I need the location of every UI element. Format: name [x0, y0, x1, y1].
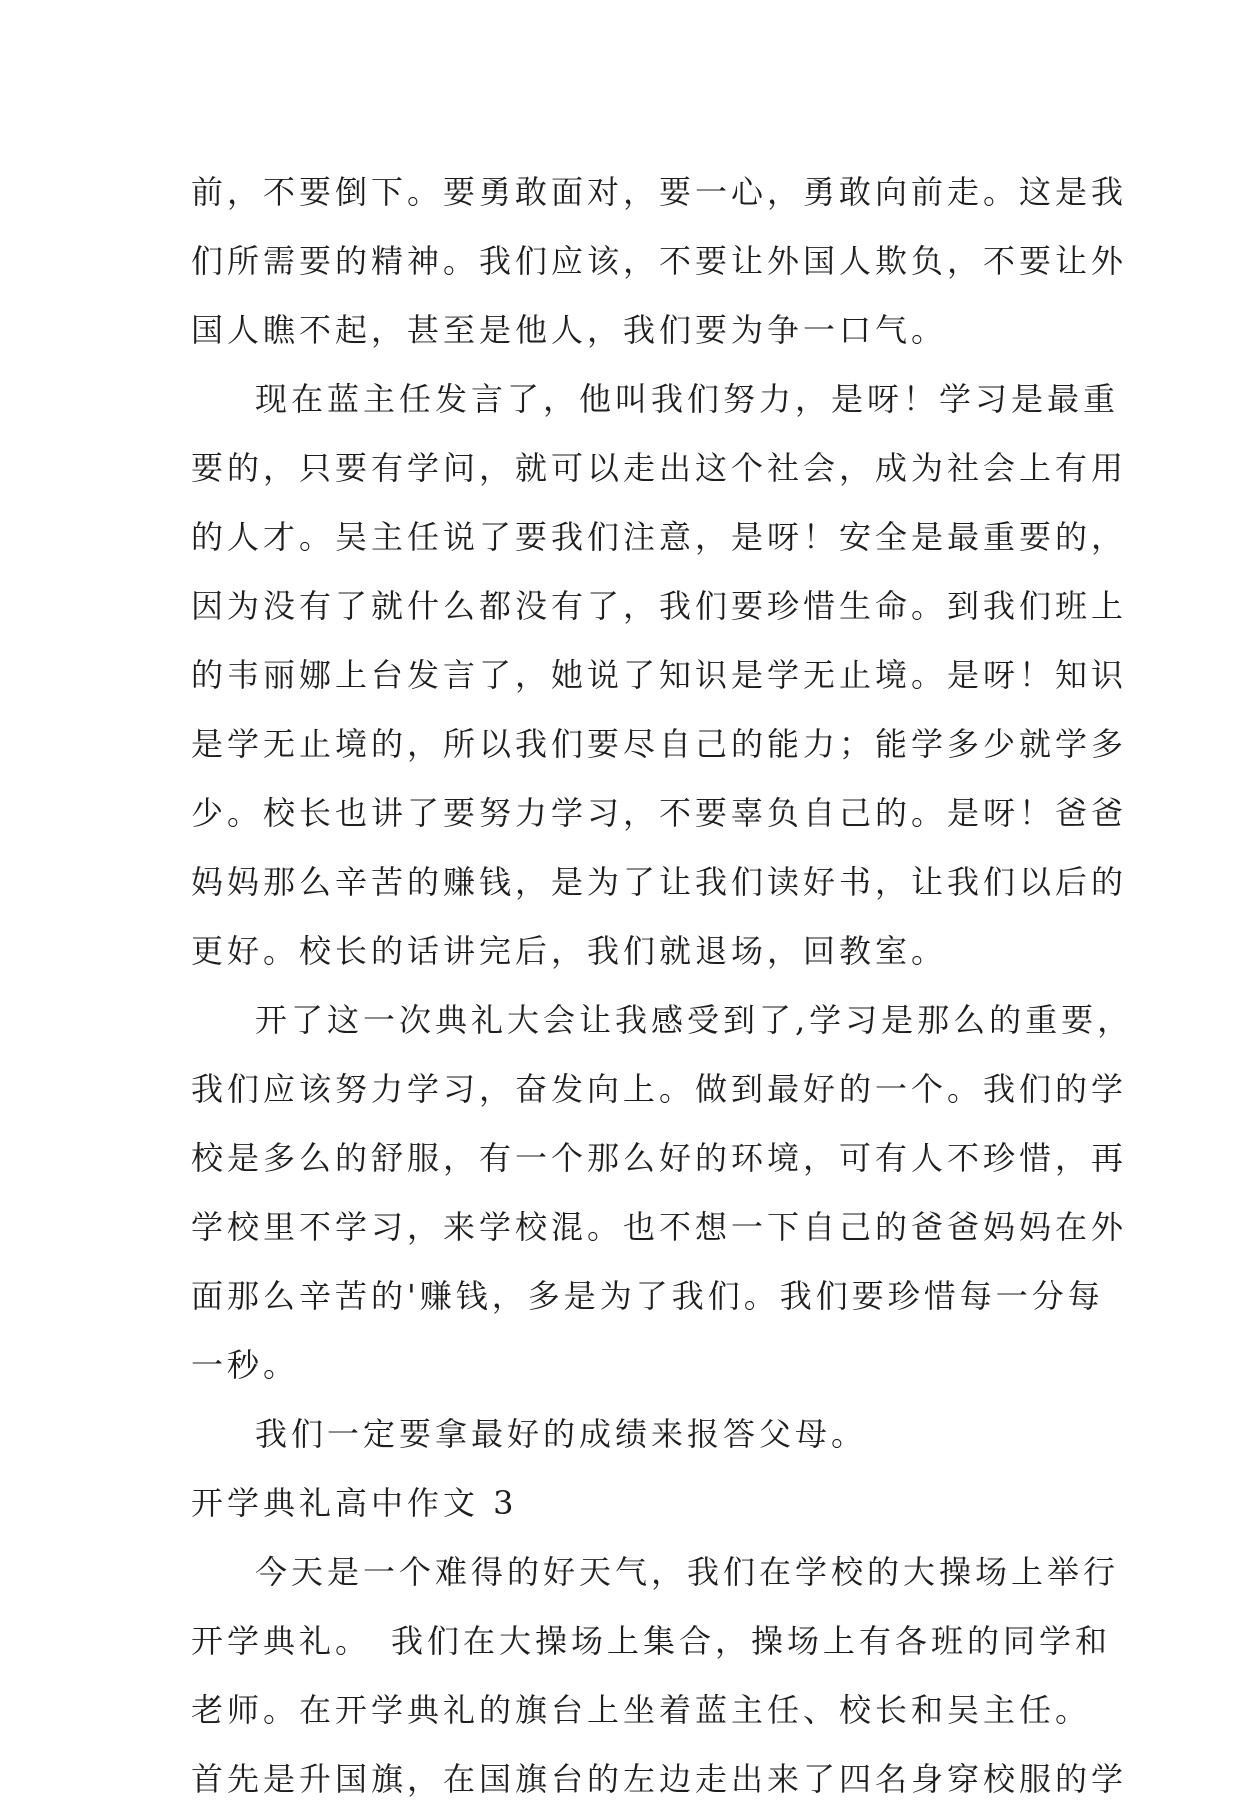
- text-line: 是学无止境的，所以我们要尽自己的能力；能学多少就学多: [191, 725, 1128, 763]
- text-line: 的韦丽娜上台发言了，她说了知识是学无止境。是呀！知识: [191, 656, 1128, 694]
- text-line: 国人瞧不起，甚至是他人，我们要为争一口气。: [191, 311, 948, 349]
- text-line: 妈妈那么辛苦的赚钱，是为了让我们读好书，让我们以后的: [191, 863, 1128, 901]
- text-line: 们所需要的精神。我们应该，不要让外国人欺负，不要让外: [191, 242, 1128, 280]
- text-line: 首先是升国旗，在国旗台的左边走出来了四名身穿校服的学: [191, 1760, 1128, 1798]
- text-line: 的人才。吴主任说了要我们注意，是呀！安全是最重要的，: [191, 518, 1128, 556]
- text-line: 开学典礼。 我们在大操场上集合，操场上有各班的同学和: [191, 1622, 1112, 1660]
- text-line: 少。校长也讲了要努力学习，不要辜负自己的。是呀！爸爸: [191, 794, 1128, 832]
- text-line: 老师。在开学典礼的旗台上坐着蓝主任、校长和吴主任。: [191, 1691, 1092, 1729]
- text-line: 学校里不学习，来学校混。也不想一下自己的爸爸妈妈在外: [191, 1208, 1128, 1246]
- text-line: 我们应该努力学习，奋发向上。做到最好的一个。我们的学: [191, 1070, 1128, 1108]
- text-line: 面那么辛苦的'赚钱，多是为了我们。我们要珍惜每一分每: [191, 1277, 1104, 1315]
- document-body: [191, 158, 1134, 1814]
- text-line: 更好。校长的话讲完后，我们就退场，回教室。: [191, 932, 948, 970]
- text-line: 要的，只要有学问，就可以走出这个社会，成为社会上有用: [191, 449, 1128, 487]
- text-line: 现在蓝主任发言了，他叫我们努力，是呀！学习是最重: [255, 380, 1120, 418]
- text-line: 我们一定要拿最好的成绩来报答父母。: [255, 1415, 868, 1453]
- text-line: 一秒。: [191, 1346, 300, 1384]
- text-line: 因为没有了就什么都没有了，我们要珍惜生命。到我们班上: [191, 587, 1128, 625]
- text-line: 开了这一次典礼大会让我感受到了,学习是那么的重要，: [255, 1001, 1134, 1039]
- text-line: 前，不要倒下。要勇敢面对，要一心，勇敢向前走。这是我: [191, 173, 1128, 211]
- section-heading: 开学典礼高中作文 3: [191, 1484, 518, 1522]
- text-line: 校是多么的舒服，有一个那么好的环境，可有人不珍惜，再: [191, 1139, 1128, 1177]
- text-line: 今天是一个难得的好天气，我们在学校的大操场上举行: [255, 1553, 1120, 1591]
